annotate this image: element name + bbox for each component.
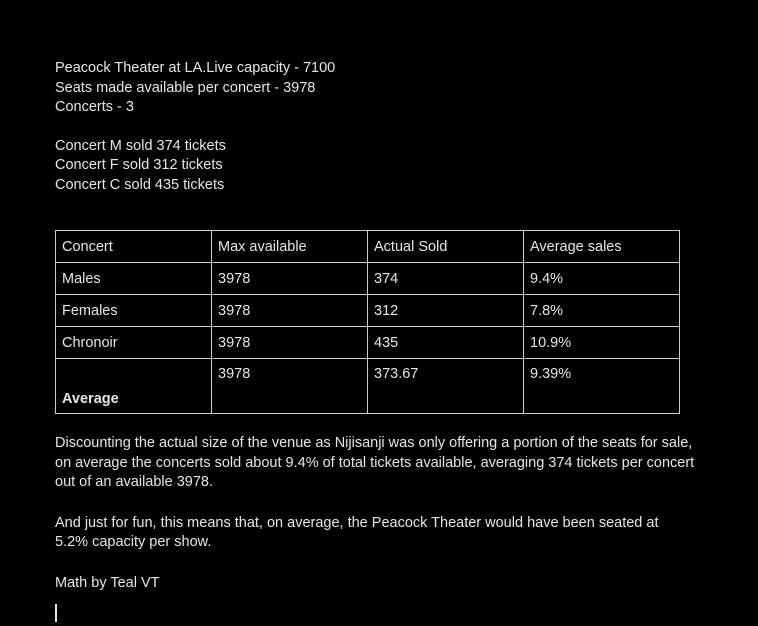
table-cell[interactable]: 9.4% [524, 263, 680, 295]
table-header-cell[interactable]: Concert [56, 231, 212, 263]
table-cell-average-label[interactable]: Average [56, 359, 212, 414]
table-cell[interactable]: 7.8% [524, 295, 680, 327]
table-cell[interactable]: 3978 [212, 359, 368, 414]
table-cell[interactable]: Chronoir [56, 327, 212, 359]
concerts-count-line: Concerts - 3 [55, 99, 134, 115]
table-average-row [56, 359, 680, 414]
table-row [56, 263, 680, 295]
document-body[interactable] [55, 59, 695, 593]
concert-m-sales-line: Concert M sold 374 tickets [55, 137, 226, 154]
table-cell[interactable]: 3978 [212, 327, 368, 359]
table-header-cell[interactable]: Actual Sold [368, 231, 524, 263]
seats-available-line: Seats made available per concert - 3978 [55, 79, 316, 96]
table-row [56, 295, 680, 327]
text-cursor [55, 604, 57, 622]
table-row [56, 327, 680, 359]
venue-capacity-line: Peacock Theater at LA.Live capacity - 7100 [55, 60, 336, 76]
fun-fact-paragraph: And just for fun, this means that, on average, the Peacock Theater would have been seated at 5.2% capacity per show. [55, 514, 659, 550]
table-cell[interactable]: 373.67 [368, 359, 524, 414]
table-header-cell[interactable]: Max available [212, 231, 368, 263]
table-header-cell[interactable]: Average sales [524, 231, 680, 263]
summary-paragraph: Discounting the actual size of the venue as Nijisanji was only offering a portion of the seats for sale, on average the concerts sold about 9.4% of total tickets available, averaging 374 tickets per concert out of an available 3978. [55, 435, 695, 490]
table-cell[interactable]: 435 [368, 327, 524, 359]
table-cell[interactable]: 312 [368, 295, 524, 327]
table-cell[interactable]: 10.9% [524, 327, 680, 359]
concert-c-sales-line: Concert C sold 435 tickets [55, 176, 225, 193]
concert-f-sales-line: Concert F sold 312 tickets [55, 157, 223, 173]
table-cell[interactable]: 3978 [212, 295, 368, 327]
table-header-row [56, 231, 680, 263]
table-cell[interactable]: Females [56, 295, 212, 327]
table-cell[interactable]: 9.39% [524, 359, 680, 414]
sales-table [55, 230, 680, 414]
table-cell[interactable]: Males [56, 263, 212, 295]
author-credit: Math by Teal VT [55, 574, 160, 591]
table-cell[interactable]: 3978 [212, 263, 368, 295]
table-cell[interactable]: 374 [368, 263, 524, 295]
